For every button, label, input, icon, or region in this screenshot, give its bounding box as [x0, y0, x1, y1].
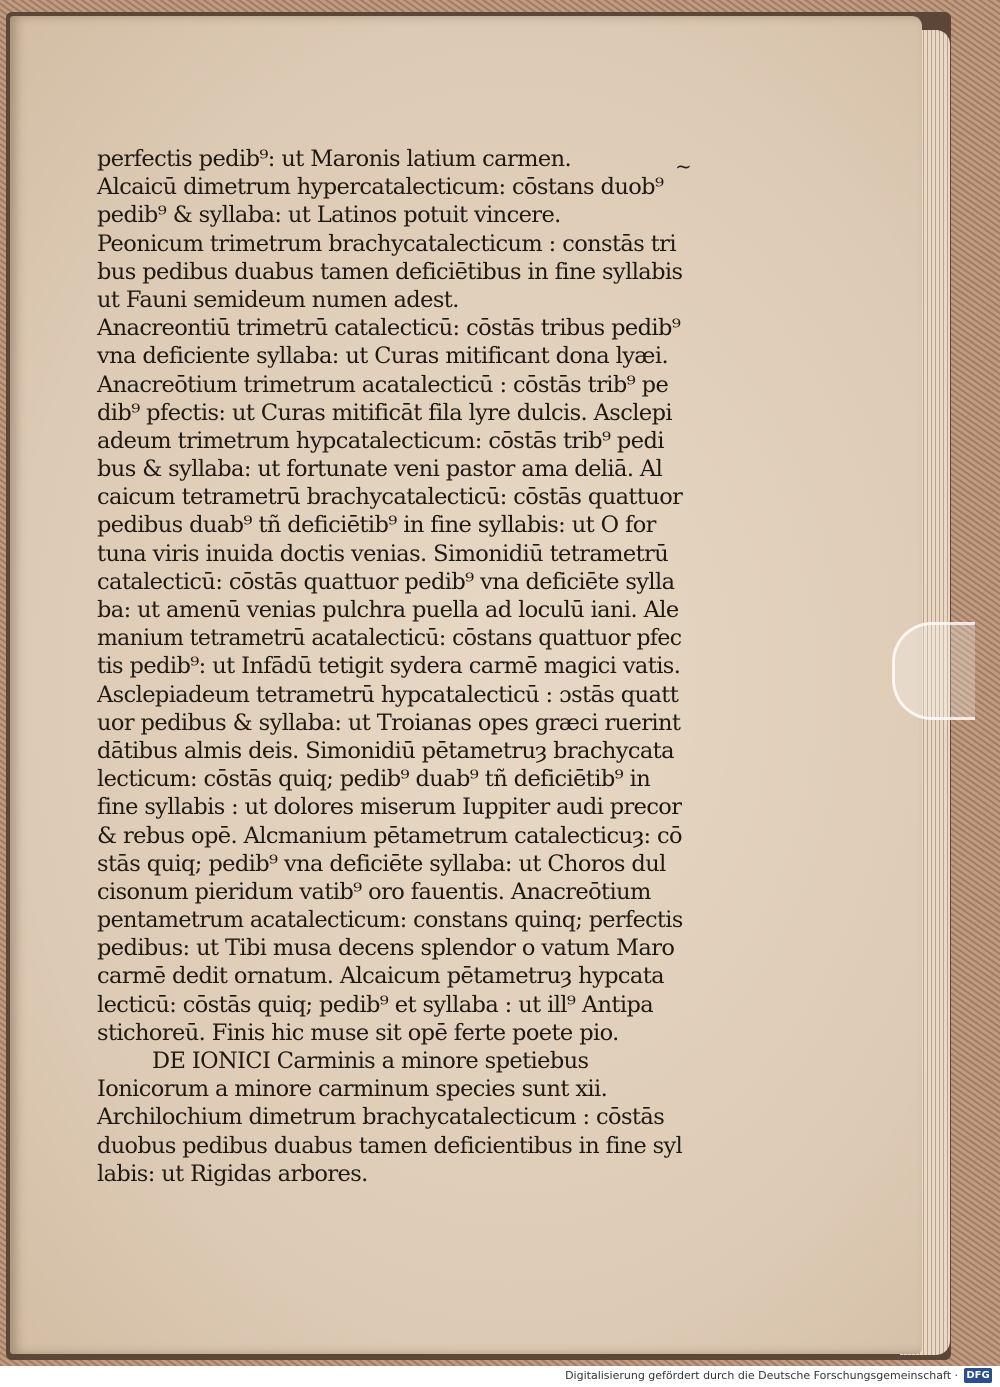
text-line: caicum tetrametrū brachycatalecticū: cōstās quattuor: [97, 484, 683, 511]
text-line: bus pedibus duabus tamen deficiētibus in fine syllabis: [97, 258, 683, 285]
text-line: Peonicum trimetrum brachycatalecticum : constās tri: [97, 230, 676, 257]
text-line: Archilochium dimetrum brachycatalecticum : cōstās: [97, 1104, 665, 1131]
text-line: bus & syllaba: ut fortunate veni pastor ama deliā. Al: [97, 456, 663, 483]
text-line: dib⁹ pfectis: ut Curas mitificāt fila lyre dulcis. Asclepi: [97, 399, 672, 426]
text-line: adeum trimetrum hypcatalecticum: cōstās trib⁹ pedi: [97, 427, 664, 454]
text-line: cisonum pieridum vatib⁹ oro fauentis. Anacreōtium: [97, 878, 651, 905]
page-text: [97, 145, 697, 1188]
text-line: pentametrum acatalecticum: constans quinq; perfectis: [97, 907, 683, 934]
text-line: lecticum: cōstās quiq; pedib⁹ duab⁹ tñ deficiētib⁹ in: [97, 766, 651, 793]
footer-bar: [0, 1366, 1000, 1387]
text-line: Ionicorum a minore carminum species sunt xii.: [97, 1076, 608, 1103]
dfg-logo: DFG: [964, 1368, 992, 1383]
text-line: labis: ut Rigidas arbores.: [97, 1160, 368, 1187]
text-line: stās quiq; pedib⁹ vna deficiēte syllaba: ut Choros dul: [97, 850, 666, 877]
text-line: perfectis pedib⁹: ut Maronis latium carmen.: [97, 146, 572, 172]
text-line: uor pedibus & syllaba: ut Troianas opes græci ruerint: [97, 709, 681, 736]
text-line: ba: ut amenū venias pulchra puella ad loculū iani. Ale: [97, 597, 679, 623]
text-line: dātibus almis deis. Simonidiū pētametruȝ brachycata: [97, 737, 674, 764]
text-line: fine syllabis : ut dolores miserum Iuppiter audi precor: [97, 794, 682, 821]
text-line: pedib⁹ & syllaba: ut Latinos potuit vincere.: [97, 202, 561, 229]
text-line: Anacreōtium trimetrum acatalecticū : cōstās trib⁹ pe: [97, 371, 669, 398]
text-line: duobus pedibus duabus tamen deficientibus in fine syl: [97, 1132, 683, 1159]
section-heading: DE IONICI Carminis a minore spetiebus: [152, 1048, 589, 1074]
text-line: stichoreū. Finis hic muse sit opē ferte poete pio.: [97, 1019, 619, 1046]
text-line: pedibus: ut Tibi musa decens splendor o vatum Maro: [97, 935, 675, 962]
text-line: & rebus opē. Alcmanium pētametrum catalecticuȝ: cō: [97, 822, 683, 849]
text-line: lecticū: cōstās quiq; pedib⁹ et syllaba : ut ill⁹ Antipa: [97, 991, 654, 1018]
text-line: tuna viris inuida doctis venias. Simonidiū tetrametrū: [97, 540, 669, 567]
text-line: carmē dedit ornatum. Alcaicum pētametruȝ hypcata: [97, 963, 664, 990]
text-line: Asclepiadeum tetrametrū hypcatalecticū : ɔstās quatt: [97, 681, 679, 708]
text-line: catalecticū: cōstās quattuor pedib⁹ vna deficiēte sylla: [97, 568, 675, 595]
digitization-credit: Digitalisierung gefördert durch die Deutsche Forschungsgemeinschaft ·: [565, 1369, 958, 1382]
text-line: vna deficiente syllaba: ut Curas mitificant dona lyæi.: [97, 343, 669, 370]
marginal-mark: ~: [675, 154, 692, 178]
text-line: Alcaicū dimetrum hypercatalecticum: cōstans duob⁹: [97, 174, 664, 201]
text-line: manium tetrametrū acatalecticū: cōstans quattuor pfec: [97, 625, 682, 652]
text-line: pedibus duab⁹ tñ deficiētib⁹ in fine syllabis: ut O for: [97, 512, 656, 539]
text-line: tis pedib⁹: ut Infādū tetigit sydera carmē magici vatis.: [97, 653, 681, 680]
text-line: ut Fauni semideum numen adest.: [97, 286, 459, 313]
page-clip: [892, 622, 975, 720]
text-line: Anacreontiū trimetrū catalecticū: cōstās tribus pedib⁹: [97, 315, 681, 342]
